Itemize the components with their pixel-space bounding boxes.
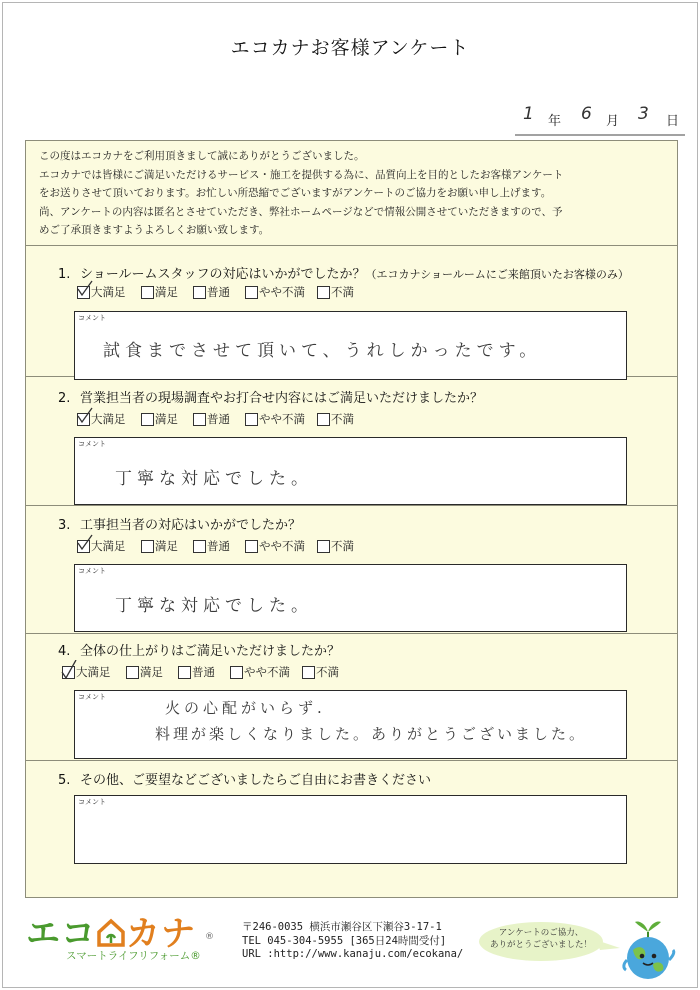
option-label: やや不満 (259, 412, 305, 426)
house-icon (96, 916, 126, 946)
earth-mascot-icon (617, 910, 679, 984)
logo-text-eco: エコ (26, 914, 96, 954)
comment-box-3[interactable] (74, 564, 627, 632)
question-1 (58, 263, 629, 282)
address-line: 〒246-0035 横浜市瀬谷区下瀬谷3-17-1 (242, 921, 442, 933)
option-label: 不満 (316, 665, 339, 679)
checkbox[interactable] (245, 286, 258, 299)
day-value: 3 (638, 104, 649, 124)
handwritten-comment: 試食までさせて頂いて、うれしかったです。 (103, 341, 542, 361)
option-label: 大満足 (91, 539, 126, 553)
question-number: 4. (58, 644, 71, 659)
day-label: 日 (666, 114, 680, 129)
intro-line: めご了承頂きますようよろしくお願い致します。 (39, 224, 270, 237)
comment-box-5[interactable] (74, 795, 627, 864)
option-label: やや不満 (244, 665, 290, 679)
page-title: エコカナお客様アンケート (230, 37, 470, 59)
comment-box-2[interactable] (74, 437, 627, 505)
question-text: 営業担当者の現場調査やお打合せ内容にはご満足いただけましたか？ (80, 391, 484, 406)
option-label: 普通 (207, 412, 230, 426)
section-divider (25, 505, 678, 506)
checkbox[interactable] (141, 540, 154, 553)
comment-label: コメント (78, 440, 106, 448)
section-divider (25, 245, 678, 246)
date-field (515, 104, 685, 136)
question-number: 1. (58, 267, 71, 282)
phone-line: TEL 045-304-5955 [365日24時間受付] (242, 934, 447, 947)
intro-line: をお送りさせて頂いております。お忙しい所恐縮でございますがアンケートのご協力をお願い申し上げます。 (39, 187, 552, 200)
checkbox[interactable] (193, 413, 206, 426)
ecokana-logo (26, 910, 216, 970)
url-link[interactable]: URL :http://www.kanaju.com/ecokana/ (242, 948, 464, 960)
intro-line: エコカナでは皆様にご満足いただけるサービス・施工を提供する為に、品質向上を目的としたお客様アンケート (39, 168, 564, 181)
handwritten-comment-line1: 火の心配がいらず. (165, 699, 326, 717)
question-number: 3. (58, 518, 71, 533)
option-label: やや不満 (259, 539, 305, 553)
section-divider (25, 760, 678, 761)
date-underline (515, 134, 685, 136)
question-text: 全体の仕上がりはご満足いただけましたか？ (80, 644, 341, 659)
question-2 (58, 387, 483, 406)
option-label: 満足 (155, 285, 178, 299)
option-label: 満足 (140, 665, 163, 679)
logo-registered-mark: ® (205, 932, 214, 942)
comment-label: コメント (78, 693, 106, 701)
comment-box-4[interactable] (74, 690, 627, 759)
option-label: 不満 (331, 412, 354, 426)
checkbox[interactable] (126, 666, 139, 679)
question-text: ショールームスタッフの対応はいかがでしたか？ (80, 267, 366, 282)
month-value: 6 (581, 104, 592, 124)
logo-tagline: スマートライフリフォーム® (66, 950, 201, 962)
checkbox[interactable] (230, 666, 243, 679)
comment-label: コメント (78, 567, 106, 575)
checkbox[interactable] (193, 540, 206, 553)
bubble-line: ありがとうございました！ (489, 940, 592, 950)
option-label: 普通 (207, 285, 230, 299)
comment-box-1[interactable] (74, 311, 627, 380)
intro-line: 尚、アンケートの内容は匿名とさせていただき、弊社ホームページなどで情報公開させていただきますので、予 (39, 205, 563, 218)
question-note: （エコカナショールームにご来館頂いたお客様のみ） (365, 268, 629, 281)
checkbox[interactable] (141, 286, 154, 299)
question-4 (58, 640, 340, 659)
bubble-line: アンケートのご協力、 (498, 928, 584, 938)
option-label: 大満足 (91, 285, 126, 299)
year-label: 年 (548, 114, 562, 129)
checkbox[interactable] (178, 666, 191, 679)
checkbox[interactable] (317, 413, 330, 426)
checkbox[interactable] (193, 286, 206, 299)
option-label: 普通 (207, 539, 230, 553)
year-value: 1 (523, 104, 534, 124)
handwritten-comment: 丁寧な対応でした。 (115, 596, 313, 616)
option-label: やや不満 (259, 285, 305, 299)
comment-label: コメント (78, 798, 106, 806)
checkbox[interactable] (245, 413, 258, 426)
comment-label: コメント (78, 314, 106, 322)
question-number: 5. (58, 773, 71, 788)
checkbox[interactable] (302, 666, 315, 679)
option-label: 不満 (331, 285, 354, 299)
option-label: 大満足 (91, 412, 126, 426)
section-divider (25, 633, 678, 634)
option-label: 満足 (155, 539, 178, 553)
logo-text-kana: カナ (126, 914, 196, 954)
question-5 (58, 769, 431, 788)
intro-line: この度はエコカナをご利用頂きまして誠にありがとうございました。 (39, 150, 365, 162)
thank-you-bubble (479, 922, 603, 961)
month-label: 月 (606, 114, 620, 129)
intro-text (39, 147, 679, 240)
option-label: 普通 (192, 665, 215, 679)
checkbox[interactable] (245, 540, 258, 553)
question-number: 2. (58, 391, 71, 406)
handwritten-comment-line2: 料理が楽しくなりました。ありがとうございました。 (155, 725, 588, 743)
handwritten-comment: 丁寧な対応でした。 (115, 469, 313, 489)
question-text: 工事担当者の対応はいかがでしたか？ (80, 518, 302, 533)
checkbox[interactable] (317, 540, 330, 553)
option-label: 不満 (331, 539, 354, 553)
company-address (242, 921, 463, 962)
checkbox[interactable] (141, 413, 154, 426)
question-3 (58, 514, 301, 533)
option-label: 大満足 (76, 665, 111, 679)
question-text: その他、ご要望などございましたらご自由にお書きください (80, 773, 432, 788)
option-label: 満足 (155, 412, 178, 426)
checkbox[interactable] (317, 286, 330, 299)
